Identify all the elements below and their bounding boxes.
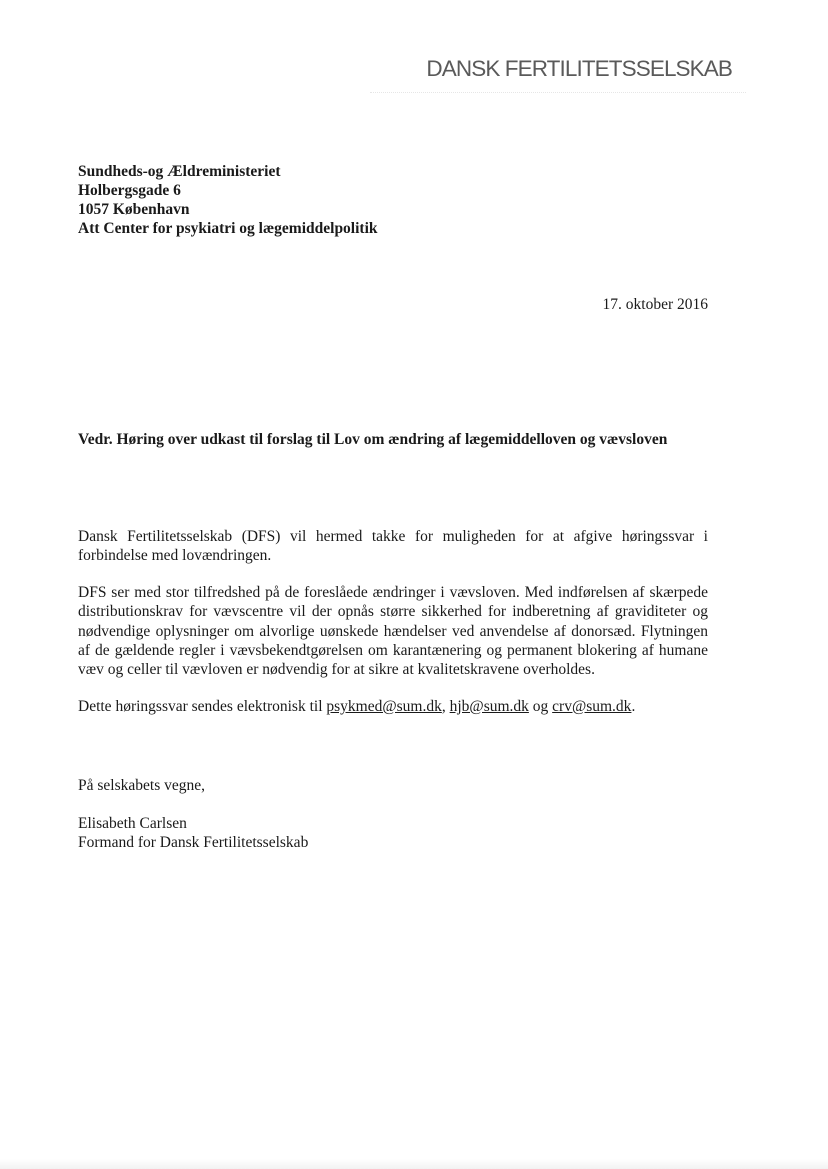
letter-closing: På selskabets vegne, — [78, 777, 205, 794]
body-paragraph-3 — [78, 697, 708, 716]
email-link-crv[interactable]: crv@sum.dk — [552, 697, 632, 715]
signature-block — [78, 814, 308, 852]
emails-conjunction: og — [528, 697, 553, 715]
letter-body — [78, 527, 708, 733]
recipient-city: 1057 København — [78, 201, 190, 218]
letterhead-organization-name: DANSK FERTILITETSSELSKAB — [426, 56, 732, 81]
emails-intro-text: Dette høringssvar sendes elektronisk til — [78, 697, 327, 715]
letter-date: 17. oktober 2016 — [602, 296, 708, 313]
recipient-attention: Att Center for psykiatri og lægemiddelpolitik — [78, 220, 378, 237]
body-paragraph-1: Dansk Fertilitetsselskab (DFS) vil hermed takke for muligheden for at afgive høringssvar i forbindelse med lovændringen. — [78, 528, 708, 565]
email-link-hjb[interactable]: hjb@sum.dk — [449, 697, 529, 715]
recipient-street: Holbergsgade 6 — [78, 182, 181, 199]
recipient-address — [78, 162, 378, 238]
emails-end: . — [631, 697, 636, 715]
letter-subject: Vedr. Høring over udkast til forslag til Lov om ændring af lægemiddelloven og vævsloven — [78, 431, 668, 448]
body-paragraph-2: DFS ser med stor tilfredshed på de foreslåede ændringer i vævsloven. Med indførelsen af skærpede distributionskrav for vævscentre vil der opnås større sikkerhed for indberetning af graviditeter og nødvendige oplysninger om alvorlige uønskede hændelser ved anvendelse af donorsæd. Flytningen af de gældende regler i vævsbekendtgørelsen om karantænering og permanent blokering af humane væv og celler til vævloven er nødvendig for at sikre at kvalitetskravene overholdes. — [78, 583, 708, 679]
recipient-ministry: Sundheds-og Ældreministeriet — [78, 163, 281, 180]
email-link-psykmed[interactable]: psykmed@sum.dk — [326, 697, 442, 715]
signatory-name: Elisabeth Carlsen — [78, 815, 187, 832]
letterhead-divider — [370, 92, 746, 93]
signatory-title: Formand for Dansk Fertilitetsselskab — [78, 834, 309, 851]
emails-separator: , — [441, 697, 450, 715]
scan-bottom-edge — [0, 1159, 828, 1169]
